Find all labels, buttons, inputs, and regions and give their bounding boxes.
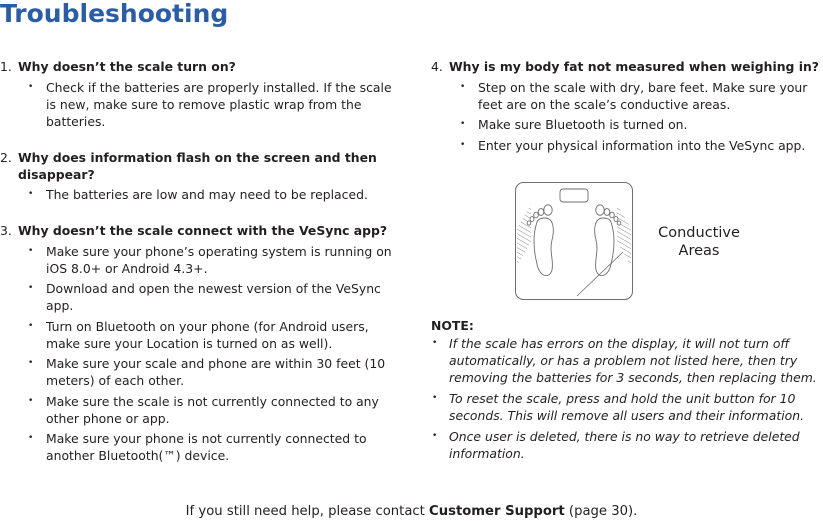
answer-list xyxy=(0,186,400,203)
question-text: Why doesn’t the scale turn on? xyxy=(18,59,236,74)
answer-item: • The batteries are low and may need to be replaced. xyxy=(0,186,400,203)
faq-item-1 xyxy=(0,58,400,130)
customer-support-link: Customer Support xyxy=(429,504,565,519)
answer-item: • Download and open the newest version of the VeSync app. xyxy=(0,280,400,314)
left-column xyxy=(0,58,400,483)
answer-item: • Make sure Bluetooth is turned on. xyxy=(431,116,823,133)
faq-item-3 xyxy=(0,222,400,464)
question-text: Why doesn’t the scale connect with the VeSync app? xyxy=(18,223,388,238)
note-title: NOTE: xyxy=(431,318,474,333)
scale-illustration xyxy=(515,182,633,300)
question-number: 2. xyxy=(0,149,12,165)
question-number: 1. xyxy=(0,59,12,74)
note-item: • To reset the scale, press and hold the unit button for 10 seconds. This will remove all users and their information. xyxy=(431,390,823,424)
footer-help-text: If you still need help, please contact Customer Support (page 30). xyxy=(185,504,638,519)
answer-item: • Make sure your phone’s operating system is running on iOS 8.0+ or Android 4.3+. xyxy=(0,243,400,277)
answer-item: • Make sure your phone is not currently connected to another Bluetooth(™) device. xyxy=(0,430,400,464)
answer-list xyxy=(0,243,400,465)
faq-item-2 xyxy=(0,149,400,204)
question-number: 4. xyxy=(431,59,443,74)
question-text: Why is my body fat not measured when weighing in? xyxy=(449,59,819,74)
answer-item: • Turn on Bluetooth on your phone (for Android users, make sure your Location is turned on as well). xyxy=(0,318,400,352)
answer-item: • Check if the batteries are properly installed. If the scale is new, make sure to remove plastic wrap from the batteries. xyxy=(0,79,400,130)
note-item: • If the scale has errors on the display, it will not turn off automatically, or has a problem not listed here, then try removing the batteries for 3 seconds, then replacing them. xyxy=(431,335,823,386)
faq-item-4 xyxy=(431,58,823,154)
question-text: Why does information flash on the screen and then disappear? xyxy=(18,149,377,182)
answer-item: • Make sure the scale is not currently connected to any other phone or app. xyxy=(0,393,400,427)
answer-item: • Enter your physical information into the VeSync app. xyxy=(431,137,823,154)
answer-item: • Make sure your scale and phone are within 30 feet (10 meters) of each other. xyxy=(0,355,400,389)
answer-item: • Step on the scale with dry, bare feet. Make sure your feet are on the scale’s conductive areas. xyxy=(431,79,823,113)
answer-list xyxy=(431,79,823,154)
note-section xyxy=(431,317,823,466)
question-number: 3. xyxy=(0,223,12,238)
answer-list xyxy=(0,79,400,130)
note-list xyxy=(431,335,823,462)
page-title: Troubleshooting xyxy=(0,0,229,28)
note-item: • Once user is deleted, there is no way to retrieve deleted information. xyxy=(431,428,823,462)
conductive-areas-label: Conductive Areas xyxy=(658,225,740,259)
right-column xyxy=(431,58,823,173)
scale-display-icon xyxy=(560,189,588,202)
